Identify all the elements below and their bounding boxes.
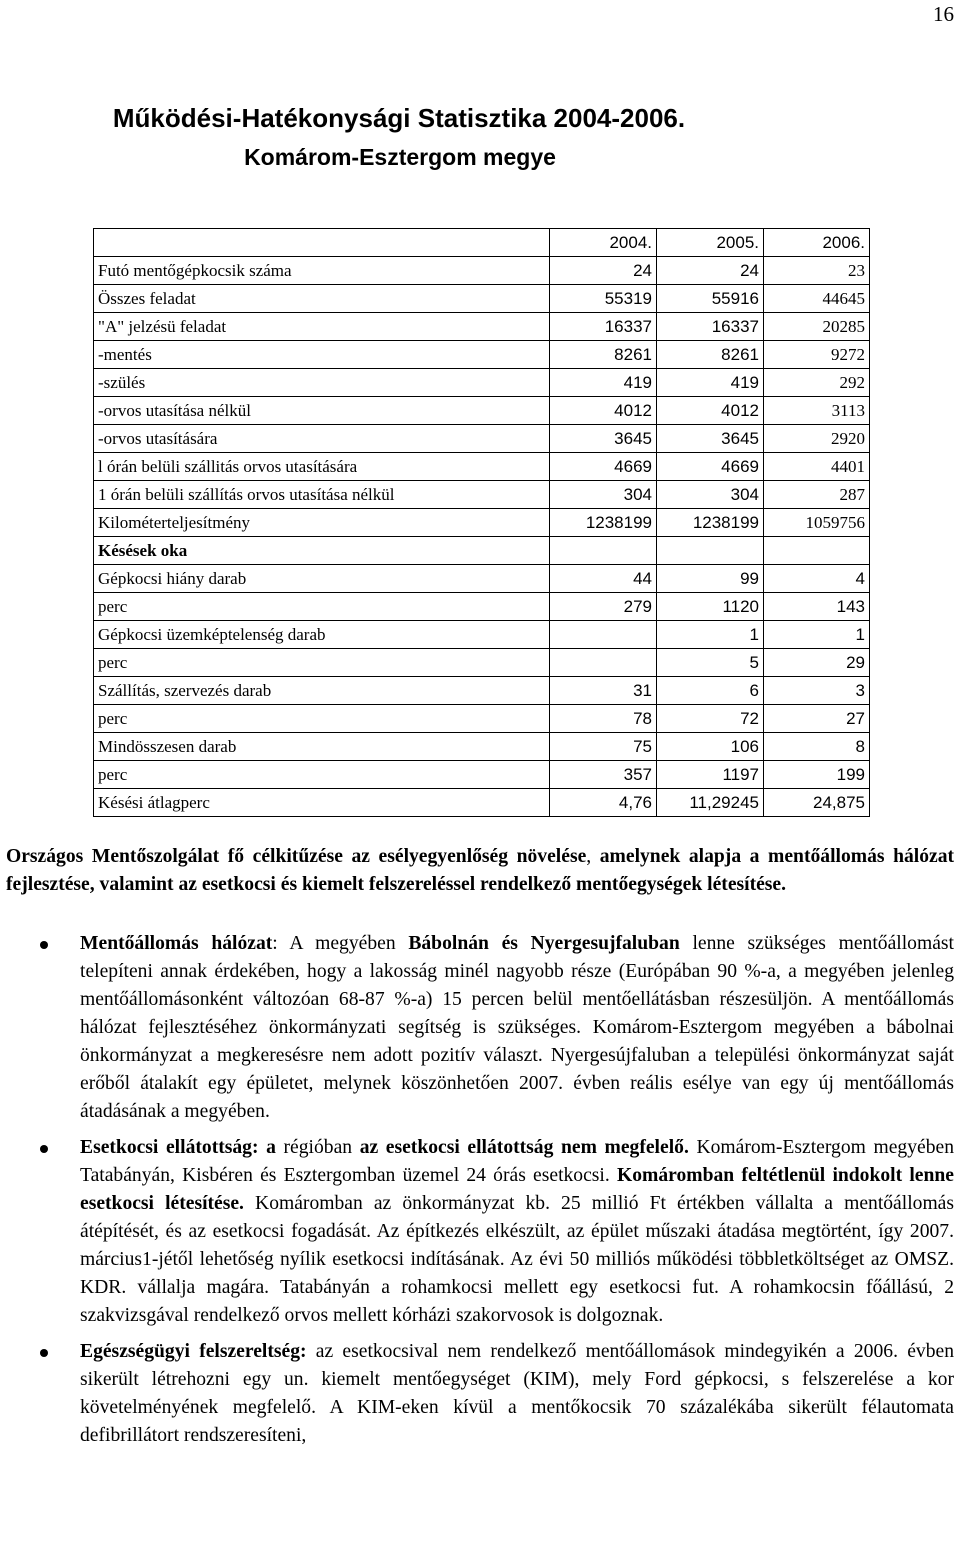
intro-part2: , — [586, 846, 600, 867]
row-label: Késések oka — [94, 537, 550, 565]
cell-2006: 1 — [764, 621, 870, 649]
cell-2004: 279 — [550, 593, 657, 621]
cell-2005 — [657, 537, 764, 565]
cell-2005: 5 — [657, 649, 764, 677]
table-row — [94, 397, 870, 425]
cell-2006: 3 — [764, 677, 870, 705]
cell-2004: 75 — [550, 733, 657, 761]
table-row — [94, 649, 870, 677]
cell-2004 — [550, 649, 657, 677]
bullet-bold-text: Bábolnán és Nyergesujfaluban — [408, 933, 680, 954]
table-row — [94, 789, 870, 817]
row-label: Mindösszesen darab — [94, 733, 550, 761]
intro-paragraph — [6, 843, 954, 899]
table-row — [94, 313, 870, 341]
table-row — [94, 761, 870, 789]
cell-2006: 2920 — [764, 425, 870, 453]
cell-2006: 3113 — [764, 397, 870, 425]
statistics-table-body — [94, 229, 870, 817]
table-row — [94, 341, 870, 369]
cell-2004: 4012 — [550, 397, 657, 425]
table-row — [94, 593, 870, 621]
bullet-dot-icon — [40, 941, 48, 949]
cell-2006: 9272 — [764, 341, 870, 369]
row-label: perc — [94, 761, 550, 789]
bullet-lead: Egészségügyi felszereltség: — [80, 1341, 307, 1362]
cell-2004: 3645 — [550, 425, 657, 453]
cell-2006: 287 — [764, 481, 870, 509]
cell-2004: 4,76 — [550, 789, 657, 817]
cell-2006: 24,875 — [764, 789, 870, 817]
row-label: -orvos utasítására — [94, 425, 550, 453]
bullet-text: az esetkocsival nem rendelkező mentőállomások mindegyikén a 2006. évben sikerült létrehozni egy un. kiemelt mentőegységet (KIM), mely Ford gépkocsi, s felszerelése a kor követelményének megfelelő. A KIM-eken kívül a mentőkocsik 70 százalékába sikerült félautomata defibrillátort rendszeresíteni, — [80, 1341, 955, 1446]
cell-2006: 27 — [764, 705, 870, 733]
bullet-item-case-car-coverage — [0, 1134, 960, 1330]
header-cell-empty — [94, 229, 550, 257]
cell-2004: 78 — [550, 705, 657, 733]
bullet-lead: Mentőállomás hálózat — [80, 933, 273, 954]
table-row — [94, 481, 870, 509]
table-row — [94, 509, 870, 537]
cell-2004: 24 — [550, 257, 657, 285]
cell-2005: 6 — [657, 677, 764, 705]
cell-2005: 4012 — [657, 397, 764, 425]
intro-part3: amelynek alapja a mentőállomás hálózat fejlesztése, valamint az esetkocsi és kiemelt felszereléssel rendelkező mentőegységek létesítése. — [6, 846, 955, 895]
row-label: -mentés — [94, 341, 550, 369]
header-cell-year: 2004. — [550, 229, 657, 257]
table-row — [94, 453, 870, 481]
cell-2004: 4669 — [550, 453, 657, 481]
bullet-text: régióban — [275, 1137, 360, 1158]
row-label: Gépkocsi üzemképtelenség darab — [94, 621, 550, 649]
cell-2004: 16337 — [550, 313, 657, 341]
bullet-text: lenne szükséges mentőállomást telepíteni annak érdekében, hogy a lakosság minél nagyobb része (Európában 90 %-a, a megyében jelenleg mentőállomásonként változóan 68-87 %-a) 15 percen belül mentőellátásban részesüljön. A mentőállomás hálózat fejlesztéséhez önkormányzati segítség is szükséges. Komárom-Esztergom megyében a bábolnai önkormányzat a megkeresésre nem adott pozitív választ. Nyergesújfaluban a települési önkormányzat saját erőből átalakít egy épületet, melynek köszönhetően 2007. évben reális esélye van egy új mentőállomás átadásának a megyében. — [80, 933, 954, 1122]
table-row — [94, 565, 870, 593]
page-title: Működési-Hatékonysági Statisztika 2004-2006. — [112, 103, 686, 133]
cell-2004 — [550, 537, 657, 565]
cell-2006 — [764, 537, 870, 565]
cell-2005: 11,29245 — [657, 789, 764, 817]
table-row — [94, 733, 870, 761]
row-label: Futó mentőgépkocsik száma — [94, 257, 550, 285]
cell-2005: 55916 — [657, 285, 764, 313]
row-label: perc — [94, 649, 550, 677]
bullet-bold-text: az esetkocsi ellátottság nem megfelelő. — [359, 1137, 689, 1158]
row-label: "A" jelzésü feladat — [94, 313, 550, 341]
table-row — [94, 621, 870, 649]
row-label: Késési átlagperc — [94, 789, 550, 817]
cell-2006: 292 — [764, 369, 870, 397]
cell-2006: 23 — [764, 257, 870, 285]
cell-2005: 1 — [657, 621, 764, 649]
cell-2005: 419 — [657, 369, 764, 397]
cell-2005: 304 — [657, 481, 764, 509]
row-label: Szállítás, szervezés darab — [94, 677, 550, 705]
row-label: l órán belüli szállitás orvos utasítására — [94, 453, 550, 481]
bullet-dot-icon — [40, 1349, 48, 1357]
cell-2006: 4401 — [764, 453, 870, 481]
bullet-item-health-equipment — [0, 1338, 960, 1450]
cell-2005: 3645 — [657, 425, 764, 453]
cell-2005: 106 — [657, 733, 764, 761]
row-label: Kilométerteljesítmény — [94, 509, 550, 537]
cell-2005: 99 — [657, 565, 764, 593]
table-row — [94, 285, 870, 313]
bullet-text: Komáromban az önkormányzat kb. 25 millió Ft értékben vállalta a mentőállomás átépítését, és az esetkocsi fogadását. Az építkezés elkészült, az épület műszaki átadása megtörtént, így 2007. március1-jétől lehetőség nyílik esetkocsi indításának. Az évi 50 milliós működési többletköltséget az OMSZ. KDR. vállalja magára. Tatabányán a rohamkocsi mellett egy esetkocsi fut. A rohamkocsin főállású, 2 szakvizsgával rendelkező orvos mellett kórházi szakorvosok is dolgoznak. — [80, 1193, 955, 1326]
cell-2004: 419 — [550, 369, 657, 397]
cell-2004: 44 — [550, 565, 657, 593]
page-number: 16 — [933, 2, 954, 26]
cell-2004: 304 — [550, 481, 657, 509]
row-label: 1 órán belüli szállítás orvos utasítása nélkül — [94, 481, 550, 509]
table-row — [94, 537, 870, 565]
cell-2006: 8 — [764, 733, 870, 761]
bullet-bold-text: Komáromban feltétlenül indokolt lenne esetkocsi létesítése. — [80, 1165, 954, 1214]
header-cell-year: 2005. — [657, 229, 764, 257]
cell-2005: 16337 — [657, 313, 764, 341]
statistics-table — [93, 228, 870, 817]
cell-2004: 1238199 — [550, 509, 657, 537]
cell-2005: 4669 — [657, 453, 764, 481]
cell-2005: 1120 — [657, 593, 764, 621]
cell-2004: 55319 — [550, 285, 657, 313]
cell-2004: 31 — [550, 677, 657, 705]
cell-2006: 20285 — [764, 313, 870, 341]
row-label: -orvos utasítása nélkül — [94, 397, 550, 425]
table-row — [94, 257, 870, 285]
intro-part1: Országos Mentőszolgálat fő célkitűzése az esélyegyenlőség növelése — [6, 846, 587, 867]
bullet-dot-icon — [40, 1145, 48, 1153]
cell-2005: 24 — [657, 257, 764, 285]
cell-2004 — [550, 621, 657, 649]
cell-2006: 4 — [764, 565, 870, 593]
cell-2006: 143 — [764, 593, 870, 621]
table-header-row — [94, 229, 870, 257]
bullet-text: : A megyében — [272, 933, 409, 954]
table-row — [94, 705, 870, 733]
page-subtitle: Komárom-Esztergom megye — [244, 144, 556, 170]
row-label: perc — [94, 705, 550, 733]
row-label: perc — [94, 593, 550, 621]
table-row — [94, 677, 870, 705]
bullet-item-station-network — [0, 930, 960, 1126]
table-row — [94, 425, 870, 453]
bullet-text: Komárom-Esztergom megyében Tatabányán, Kisbéren és Esztergomban üzemel 24 órás esetkocsi. — [80, 1137, 954, 1186]
bullet-lead: Esetkocsi ellátottság: a — [80, 1137, 276, 1158]
cell-2006: 44645 — [764, 285, 870, 313]
row-label: Gépkocsi hiány darab — [94, 565, 550, 593]
row-label: -szülés — [94, 369, 550, 397]
cell-2006: 199 — [764, 761, 870, 789]
cell-2006: 1059756 — [764, 509, 870, 537]
header-cell-year: 2006. — [764, 229, 870, 257]
cell-2004: 357 — [550, 761, 657, 789]
cell-2005: 1238199 — [657, 509, 764, 537]
bullet-list — [0, 930, 960, 1450]
table-row — [94, 369, 870, 397]
cell-2004: 8261 — [550, 341, 657, 369]
cell-2006: 29 — [764, 649, 870, 677]
cell-2005: 1197 — [657, 761, 764, 789]
cell-2005: 8261 — [657, 341, 764, 369]
cell-2005: 72 — [657, 705, 764, 733]
row-label: Összes feladat — [94, 285, 550, 313]
